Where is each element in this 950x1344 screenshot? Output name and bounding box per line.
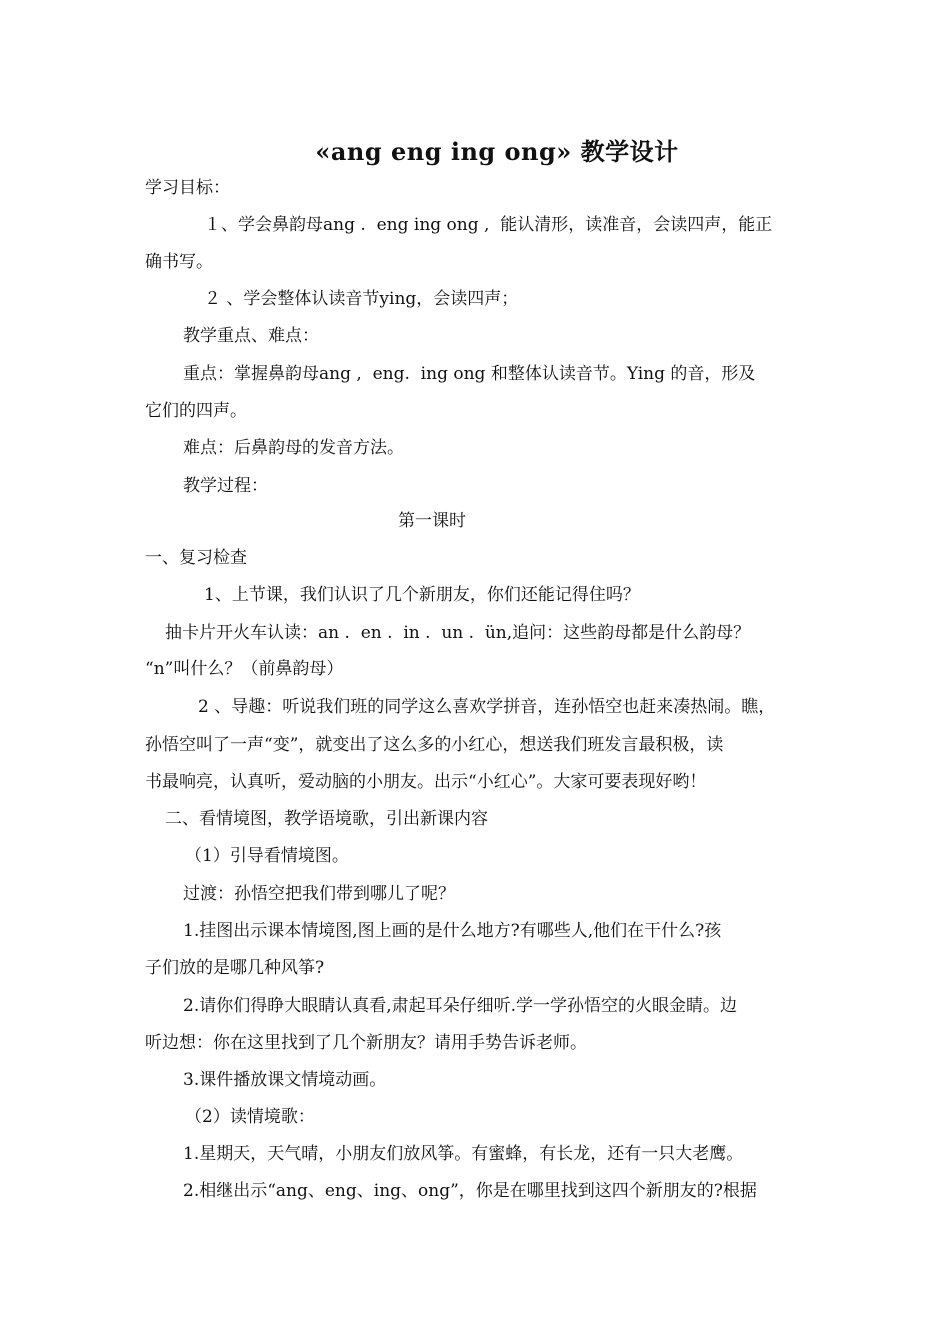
part-2-step-1: （1）引导看情境图。 [185, 846, 349, 866]
part-1-item-2-line-1: 2 、导趣：听说我们班的同学这么喜欢学拼音，连孙悟空也赶来凑热闹。瞧， [198, 697, 776, 717]
document-title-text: «ang eng ing ong» 教学设计 [315, 137, 679, 166]
part-2-step-2: （2）读情境歌： [185, 1107, 315, 1127]
step-1-2-line-2: 听边想：你在这里找到了几个新朋友？请用手势告诉老师。 [145, 1033, 587, 1053]
step-1-2-line-1: 2.请你们得睁大眼睛认真看,肃起耳朵仔细听.学一学孙悟空的火眼金睛。边 [183, 996, 738, 1016]
section-heading-key-points: 教学重点、难点： [183, 326, 319, 346]
step-1-1-line-1: 1.挂图出示课本情境图,图上画的是什么地方?有哪些人,他们在干什么?孩 [183, 921, 722, 941]
lesson-heading: 第一课时 [398, 511, 466, 531]
step-2-2: 2.相继出示“ang、eng、ing、ong”，你是在哪里找到这四个新朋友的?根据 [183, 1181, 757, 1201]
document-title [0, 138, 950, 166]
part-2-heading: 二、看情境图，教学语境歌，引出新课内容 [165, 809, 488, 829]
difficulty: 难点：后鼻韵母的发音方法。 [183, 438, 404, 458]
key-point-line-1: 重点：掌握鼻韵母ang , eng. ing ong 和整体认读音节。Ying 的音，形及 [183, 364, 756, 384]
step-2-1: 1.星期天，天气晴，小朋友们放风筝。有蜜蜂，有长龙，还有一只大老鹰。 [183, 1144, 744, 1164]
transition: 过渡：孙悟空把我们带到哪儿了呢？ [183, 884, 455, 904]
step-1-3: 3.课件播放课文情境动画。 [183, 1070, 387, 1090]
part-1-item-2-line-2: 孙悟空叫了一声“变”，就变出了这么多的小红心，想送我们班发言最积极，读 [145, 735, 724, 755]
goal-1-line-1: １、学会鼻韵母ang . eng ing ong , 能认清形，读准音，会读四声，能正 [204, 215, 773, 235]
part-1-card-reading-line-2: “n”叫什么？（前鼻韵母） [145, 659, 344, 679]
part-1-item-1: 1、上节课，我们认识了几个新朋友，你们还能记得住吗？ [204, 585, 640, 605]
section-heading-process: 教学过程： [183, 476, 268, 496]
key-point-line-2: 它们的四声。 [145, 401, 247, 421]
goal-2: ２ 、学会整体认读音节ying，会读四声； [204, 289, 519, 309]
step-1-1-line-2: 子们放的是哪几种风筝? [145, 958, 325, 978]
part-1-card-reading-line-1: 抽卡片开火车认读：an . en . in . un . ün,追问：这些韵母都是什么韵母？ [165, 623, 751, 643]
goal-1-line-2: 确书写。 [145, 252, 213, 272]
part-1-heading: 一、复习检查 [145, 548, 247, 568]
part-1-item-2-line-3: 书最响亮，认真听，爱动脑的小朋友。出示“小红心”。大家可要表现好哟！ [145, 772, 707, 792]
section-heading-learning-goals: 学习目标： [145, 178, 230, 198]
